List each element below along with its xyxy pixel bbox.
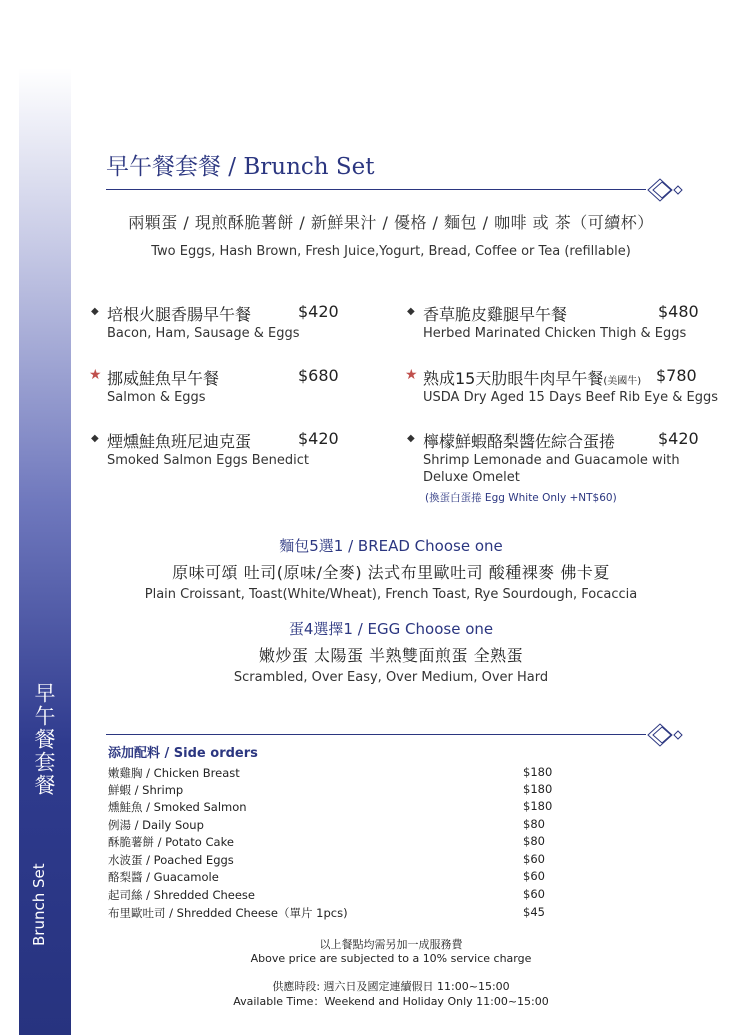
side-order-row	[108, 905, 568, 921]
side-order-row	[108, 834, 568, 850]
side-order-row	[108, 765, 568, 781]
side-orders-divider	[106, 734, 646, 735]
diamond-bullet-icon: ◆	[91, 433, 99, 444]
side-order-price: $60	[523, 852, 545, 866]
egg-heading: 蛋4選擇1 / EGG Choose one	[288, 620, 494, 638]
side-order-name: 起司絲 / Shredded Cheese	[108, 888, 255, 902]
set-includes-en: Two Eggs, Hash Brown, Fresh Juice,Yogurt, Bread, Coffee or Tea (refillable)	[151, 244, 631, 259]
menu-item-price: $420	[658, 429, 699, 448]
side-order-row	[108, 782, 568, 798]
side-order-row	[108, 817, 568, 833]
menu-item-desc-line2: Deluxe Omelet	[423, 470, 520, 485]
menu-item-desc: Shrimp Lemonade and Guacamole with	[423, 453, 680, 468]
side-order-price: $60	[523, 887, 545, 901]
side-order-row	[108, 799, 568, 815]
side-order-price: $180	[523, 782, 553, 796]
menu-item-name: 檸檬鮮蝦酪梨醬佐綜合蛋捲	[423, 432, 616, 451]
bread-heading: 麵包5選1 / BREAD Choose one	[279, 537, 503, 555]
side-order-name: 酥脆薯餅 / Potato Cake	[108, 835, 234, 849]
page-title: 早午餐套餐 / Brunch Set	[106, 154, 375, 180]
side-order-price: $180	[523, 799, 553, 813]
menu-item-price: $780	[656, 366, 697, 385]
available-time-en: Available Time：Weekend and Holiday Only 11:00~15:00	[233, 995, 549, 1008]
sidebar-title-en	[30, 850, 56, 950]
bread-options-cn: 原味可頌 吐司(原味/全麥) 法式布里歐吐司 酸種裸麥 佛卡夏	[172, 563, 610, 582]
menu-item-price: $420	[298, 302, 339, 321]
menu-item-name: 培根火腿香腸早午餐	[107, 305, 252, 324]
set-includes-cn: 兩顆蛋 / 現煎酥脆薯餅 / 新鮮果汁 / 優格 / 麵包 / 咖啡 或 茶（可續杯）	[128, 213, 654, 232]
diamond-bullet-icon: ◆	[407, 306, 415, 317]
menu-item-desc: Salmon & Eggs	[107, 390, 206, 405]
side-order-name: 燻鮭魚 / Smoked Salmon	[108, 800, 247, 814]
side-order-price: $60	[523, 869, 545, 883]
menu-item-price: $480	[658, 302, 699, 321]
available-time-cn: 供應時段: 週六日及國定連續假日 11:00~15:00	[272, 980, 510, 993]
diamond-bullet-icon: ◆	[91, 306, 99, 317]
diamond-ornament-icon	[636, 722, 686, 748]
egg-options-cn: 嫩炒蛋 太陽蛋 半熟雙面煎蛋 全熟蛋	[258, 646, 524, 665]
egg-options-en: Scrambled, Over Easy, Over Medium, Over Hard	[233, 670, 549, 685]
menu-item-desc: USDA Dry Aged 15 Days Beef Rib Eye & Eggs	[423, 390, 718, 405]
bread-options-en: Plain Croissant, Toast(White/Wheat), French Toast, Rye Sourdough, Focaccia	[144, 587, 638, 602]
menu-item-price: $680	[298, 366, 339, 385]
side-order-row	[108, 887, 568, 903]
star-icon: ★	[89, 367, 102, 383]
side-order-name: 酪梨醬 / Guacamole	[108, 870, 219, 884]
side-order-name: 例湯 / Daily Soup	[108, 818, 204, 832]
side-order-name: 布里歐吐司 / Shredded Cheese（單片 1pcs)	[108, 906, 348, 920]
diamond-ornament-icon	[636, 177, 686, 203]
menu-item-price: $420	[298, 429, 339, 448]
menu-item-name-text: 熟成15天肋眼牛肉早午餐	[423, 369, 604, 388]
menu-item-upgrade-note: (換蛋白蛋捲 Egg White Only +NT$60)	[425, 492, 617, 504]
side-order-name: 水波蛋 / Poached Eggs	[108, 853, 234, 867]
star-icon: ★	[405, 367, 418, 383]
diamond-bullet-icon: ◆	[407, 433, 415, 444]
title-divider	[106, 189, 646, 190]
menu-item-desc: Herbed Marinated Chicken Thigh & Eggs	[423, 326, 687, 341]
menu-item-origin-note: (美國牛)	[603, 376, 642, 387]
menu-item-name	[423, 366, 641, 389]
menu-item-name: 香草脆皮雞腿早午餐	[423, 305, 568, 324]
sidebar-title-en-text: Brunch Set	[30, 863, 48, 946]
side-order-price: $180	[523, 765, 553, 779]
side-order-price: $45	[523, 905, 545, 919]
menu-item-name: 挪威鮭魚早午餐	[107, 369, 220, 388]
sidebar-title-cn: 早午餐套餐	[32, 682, 56, 797]
side-order-name: 嫩雞胸 / Chicken Breast	[108, 766, 240, 780]
menu-item-name: 煙燻鮭魚班尼迪克蛋	[107, 432, 252, 451]
menu-item-desc: Bacon, Ham, Sausage & Eggs	[107, 326, 300, 341]
side-order-row	[108, 869, 568, 885]
service-charge-cn: 以上餐點均需另加一成服務費	[319, 938, 463, 951]
side-order-price: $80	[523, 834, 545, 848]
side-order-name: 鮮蝦 / Shrimp	[108, 783, 184, 797]
side-orders-title: 添加配料 / Side orders	[108, 746, 258, 761]
menu-item-desc: Smoked Salmon Eggs Benedict	[107, 453, 310, 468]
side-order-row	[108, 852, 568, 868]
side-order-price: $80	[523, 817, 545, 831]
service-charge-en: Above price are subjected to a 10% service charge	[250, 952, 532, 965]
